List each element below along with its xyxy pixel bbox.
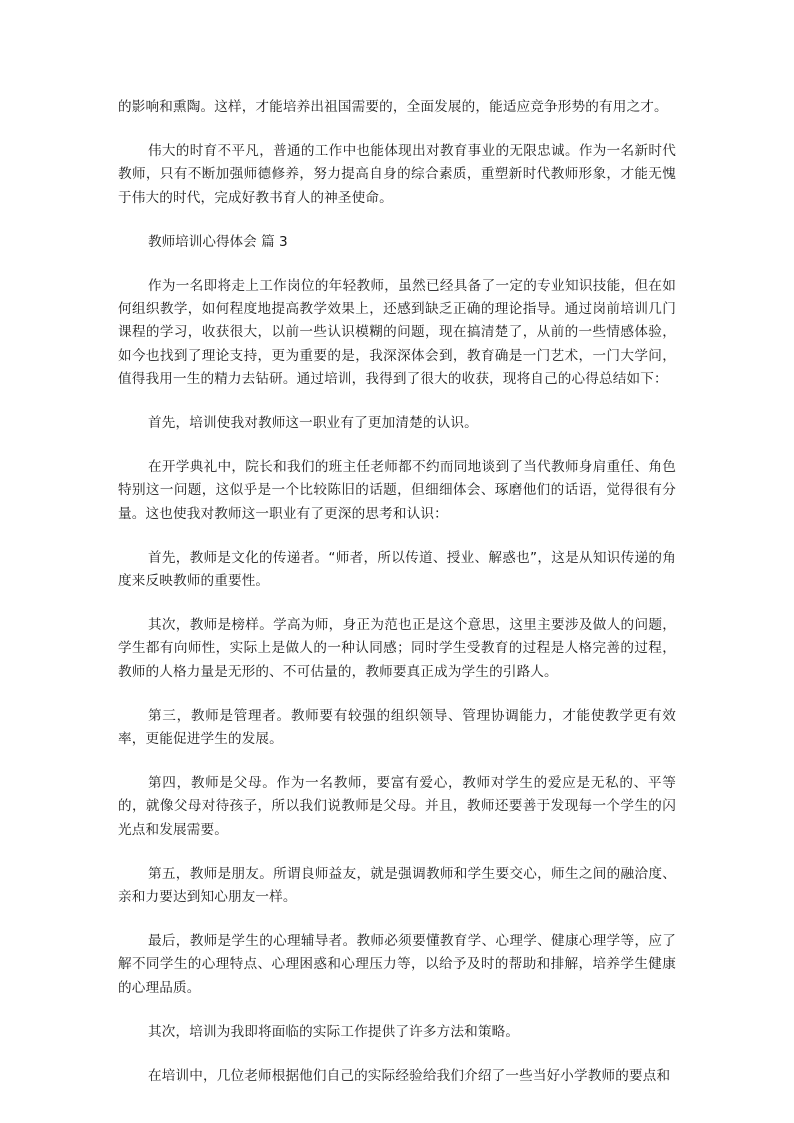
paragraph-role-model: 其次，教师是榜样。学高为师，身正为范也正是这个意思，这里主要涉及做人的问题，学生都有向师性，实际上是做人的一种认同感；同时学生受教育的过程是人格完善的过程，教师的人格力量是无形的、不可估量的，教师要真正成为学生的引路人。 — [118, 617, 676, 680]
paragraph-continuation: 的影响和熏陶。这样，才能培养出祖国需要的，全面发展的，能适应竞争形势的有用之才。 — [118, 99, 668, 115]
paragraph-role-parent: 第四，教师是父母。作为一名教师，要富有爱心，教师对学生的爱应是无私的、平等的，就像父母对待孩子，所以我们说教师是父母。并且，教师还要善于发现每一个学生的闪光点和发展需要。 — [118, 775, 676, 838]
paragraph-role-counselor: 最后，教师是学生的心理辅导者。教师必须要懂教育学、心理学、健康心理学等，应了解不同学生的心理特点、心理困惑和心理压力等，以给予及时的帮助和排解，培养学生健康的心理品质。 — [118, 933, 676, 996]
section-heading: 教师培训心得体会 篇 3 — [148, 233, 288, 250]
paragraph-role-friend: 第五，教师是朋友。所谓良师益友，就是强调教师和学生要交心，师生之间的融洽度、亲和力要达到知心朋友一样。 — [118, 865, 676, 906]
paragraph-first-point: 首先，培训使我对教师这一职业有了更加清楚的认识。 — [148, 415, 478, 432]
paragraph-second-point: 其次，培训为我即将面临的实际工作提供了许多方法和策略。 — [148, 1023, 520, 1040]
paragraph-role-manager: 第三，教师是管理者。教师要有较强的组织领导、管理协调能力，才能使教学更有效率，更能促进学生的发展。 — [118, 707, 676, 748]
paragraph-ceremony: 在开学典礼中，院长和我们的班主任老师都不约而同地谈到了当代教师身肩重任、角色特别这一问题，这似乎是一个比较陈旧的话题，但细细体会、琢磨他们的话语，觉得很有分量。这也使我对教师这一职业有了更深的思考和认识： — [118, 459, 676, 522]
paragraph-intro: 作为一名即将走上工作岗位的年轻教师，虽然已经具备了一定的专业知识技能，但在如何组织教学，如何程度地提高教学效果上，还感到缺乏正确的理论指导。通过岗前培训几门课程的学习，收获很大，以前一些认识模糊的问题，现在搞清楚了，从前的一些情感体验，如今也找到了理论支持，更为重要的是，我深深体会到，教育确是一门艺术，一门大学问，值得我用一生的精力去钻研。通过培训，我得到了很大的收获，现将自己的心得总结如下： — [118, 278, 676, 387]
paragraph-dedication: 伟大的时育不平凡，普通的工作中也能体现出对教育事业的无限忠诚。作为一名新时代教师，只有不断加强师德修养，努力提高自身的综合素质，重塑新时代教师形象，才能无愧于伟大的时代，完成好教书育人的神圣使命。 — [118, 143, 676, 206]
document-page — [118, 96, 676, 1109]
paragraph-training-methods: 在培训中，几位老师根据他们自己的实际经验给我们介绍了一些当好小学教师的要点和 — [148, 1068, 671, 1085]
paragraph-role-transmitter: 首先，教师是文化的传递者。“师者，所以传道、授业、解惑也”，这是从知识传递的角度来反映教师的重要性。 — [118, 549, 676, 590]
